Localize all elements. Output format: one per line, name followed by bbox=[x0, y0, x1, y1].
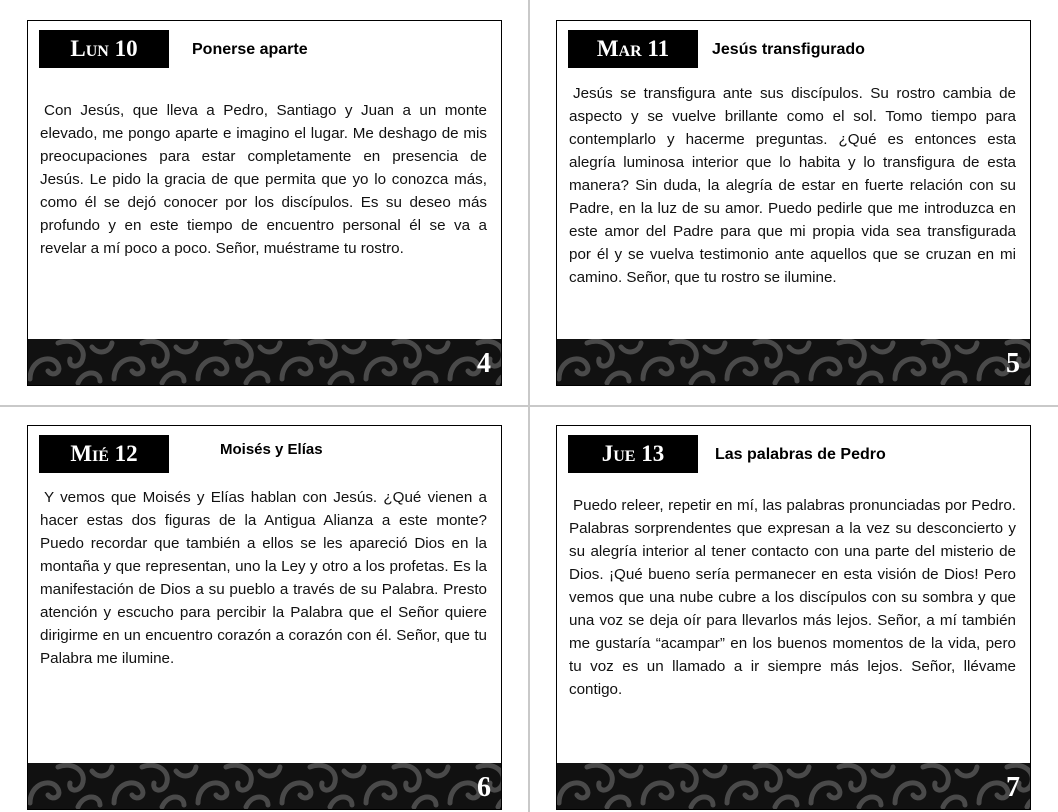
page-number: 6 bbox=[477, 772, 491, 803]
page-number: 4 bbox=[477, 348, 491, 379]
swirl-ornament-icon bbox=[28, 763, 501, 809]
cut-line-horizontal bbox=[0, 405, 1058, 407]
ornament-band bbox=[557, 763, 1030, 809]
devotional-card bbox=[556, 20, 1031, 386]
day-label: Jue 13 bbox=[568, 435, 698, 473]
swirl-ornament-icon bbox=[28, 339, 501, 385]
card-text: Con Jesús, que lleva a Pedro, Santiago y Juan a un monte elevado, me pongo aparte e imagino el lugar. Me deshago de mis preocupaciones para estar completamente en presencia de Jesús. Le pido la gracia de que permita que yo lo conozca más, como él se dejó conocer por los discípulos. Es su deseo más profundo y en este tiempo de encuentro personal él se va a revelar a mí poco a poco. Señor, muéstrame tu rostro. bbox=[40, 102, 487, 257]
devotional-card bbox=[27, 425, 502, 810]
card-text: Y vemos que Moisés y Elías hablan con Jesús. ¿Qué vienen a hacer estas dos figuras de la Antigua Alianza a este monte? Puedo recordar que también a ellos se les apareció Dios en la montaña y que representan, uno la Ley y otro a los profetas. Es la manifestación de Dios a su pueblo a través de su Palabra. Presto atención y escucho para percibir la Palabra que el Señor quiere dirigirme en un encuentro corazón a corazón con él. Señor, que tu Palabra me ilumine. bbox=[40, 489, 487, 667]
card-title: Moisés y Elías bbox=[220, 441, 323, 458]
card-title: Las palabras de Pedro bbox=[715, 446, 886, 463]
swirl-ornament-icon bbox=[557, 763, 1030, 809]
ornament-band bbox=[28, 763, 501, 809]
card-text: Puedo releer, repetir en mí, las palabras pronunciadas por Pedro. Palabras sorprendentes que expresan a la vez su desconcierto y su alegría interior al tener contacto con una parte del misterio de Dios. ¡Qué bueno sería permanecer en esta visión de Dios! Pero vemos que una nube cubre a los discípulos con su sombra y que una voz se deja oír para llevarlos más lejos. Señor, a mí también me gustaría “acampar” en los buenos momentos de la vida, pero tu voz es un llamado a ir siempre más lejos. Señor, llévame contigo. bbox=[569, 497, 1016, 698]
card-text: Jesús se transfigura ante sus discípulos. Su rostro cambia de aspecto y se vuelve brillante como el sol. Tomo tiempo para contemplarlo y hacerme preguntas. ¿Qué es entonces esta alegría luminosa interior que lo habita y lo transfigura de esta manera? Sin duda, la alegría de estar en fuerte relación con su Padre, en la luz de su amor. Puedo pedirle que me introduzca en este amor del Padre para que mi propia vida sea transfigurada por él y se vuelva testimonio ante aquellos que se cruzan en mi camino. Señor, que tu rostro se ilumine. bbox=[569, 85, 1016, 286]
ornament-band bbox=[557, 339, 1030, 385]
ornament-band bbox=[28, 339, 501, 385]
day-label: Mié 12 bbox=[39, 435, 169, 473]
devotional-card bbox=[556, 425, 1031, 810]
day-label: Mar 11 bbox=[568, 30, 698, 68]
card-title: Ponerse aparte bbox=[192, 41, 308, 58]
day-label: Lun 10 bbox=[39, 30, 169, 68]
page-number: 5 bbox=[1006, 348, 1020, 379]
devotional-card bbox=[27, 20, 502, 386]
card-title: Jesús transfigurado bbox=[712, 41, 865, 58]
page-number: 7 bbox=[1006, 772, 1020, 803]
swirl-ornament-icon bbox=[557, 339, 1030, 385]
